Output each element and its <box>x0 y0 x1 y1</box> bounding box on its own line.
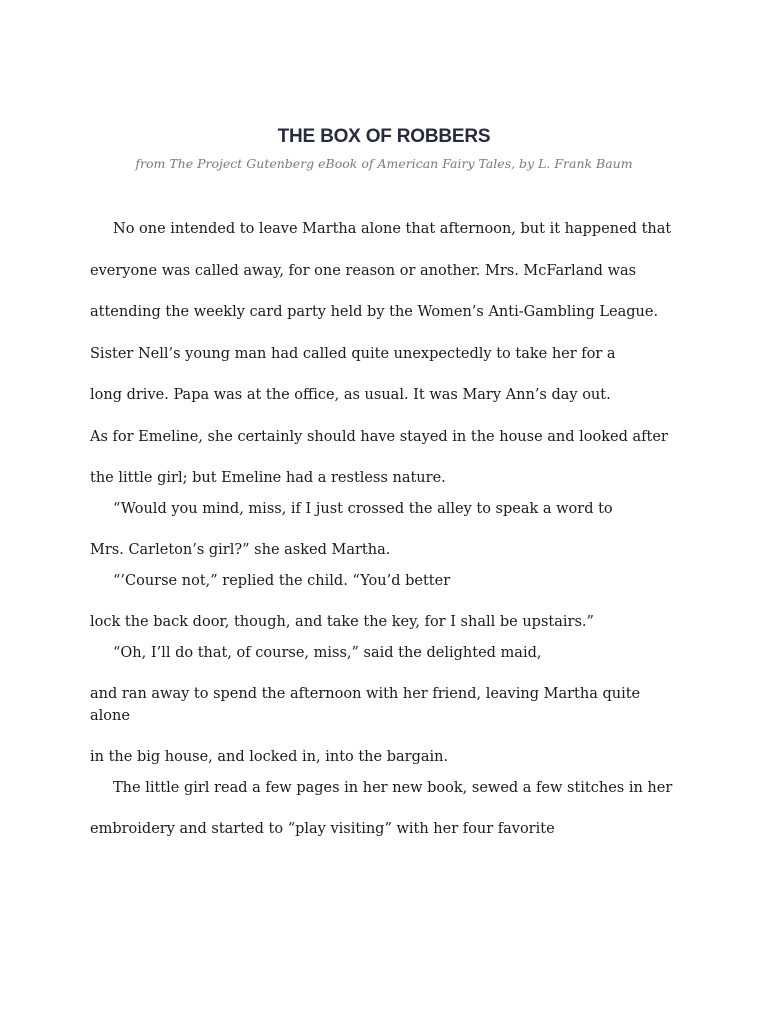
text-line: and ran away to spend the afternoon with her friend, leaving Martha quite alone <box>90 686 641 724</box>
text-line: Sister Nell’s young man had called quite unexpectedly to take her for a <box>90 345 616 362</box>
document-subtitle: from The Project Gutenberg eBook of American Fairy Tales, by L. Frank Baum <box>135 156 633 171</box>
text-line: “Oh, I’ll do that, of course, miss,” said the delighted maid, <box>113 644 542 661</box>
text-line: attending the weekly card party held by the Women’s Anti-Gambling League. <box>90 304 659 320</box>
text-line: lock the back door, though, and take the key, for I shall be upstairs.” <box>90 614 594 630</box>
text-line: “Would you mind, miss, if I just crossed the alley to speak a word to <box>113 500 613 517</box>
text-line: No one intended to leave Martha alone that afternoon, but it happened that <box>113 221 672 237</box>
text-line: Mrs. Carleton’s girl?” she asked Martha. <box>90 542 391 558</box>
text-line: in the big house, and locked in, into the bargain. <box>90 749 449 765</box>
text-line: embroidery and started to “play visiting” with her four favorite <box>90 821 555 837</box>
text-line: everyone was called away, for one reason or another. Mrs. McFarland was <box>90 262 637 279</box>
document-title: THE BOX OF ROBBERS <box>277 126 491 147</box>
document-body <box>90 219 680 841</box>
text-line: the little girl; but Emeline had a restless nature. <box>90 470 446 486</box>
text-line: As for Emeline, she certainly should have stayed in the house and looked after <box>90 428 668 445</box>
text-line: long drive. Papa was at the office, as usual. It was Mary Ann’s day out. <box>90 387 611 403</box>
text-line: The little girl read a few pages in her new book, sewed a few stitches in her <box>113 779 673 796</box>
text-line: “’Course not,” replied the child. “You’d better <box>113 572 451 589</box>
